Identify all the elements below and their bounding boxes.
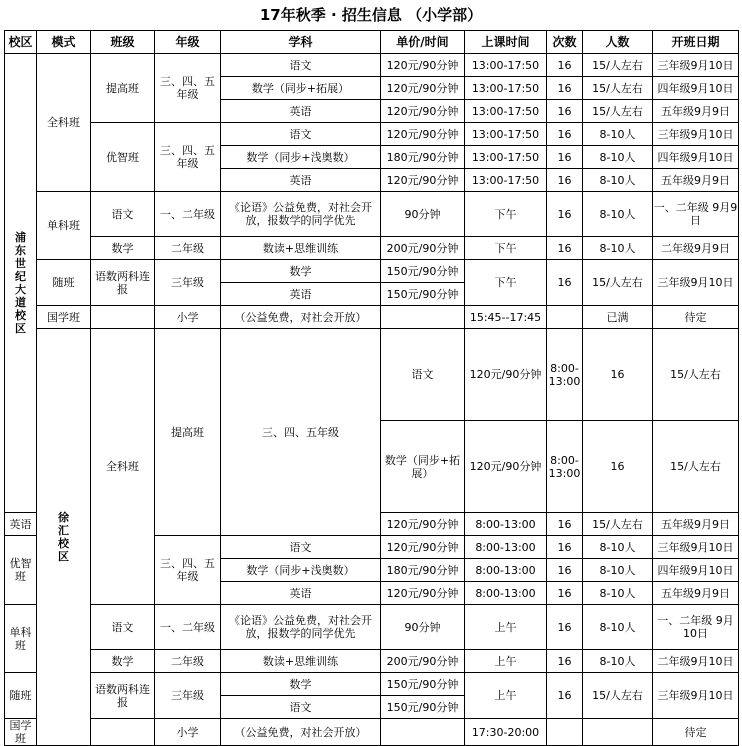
people-cell: 15/人左右 — [583, 673, 653, 719]
price-cell: 120元/90分钟 — [381, 77, 465, 100]
sessions-cell: 16 — [547, 559, 583, 582]
time-cell: 13:00-17:50 — [465, 123, 547, 146]
header-mode: 模式 — [37, 31, 91, 54]
class-cell: 优智班 — [5, 536, 37, 605]
sessions-cell — [547, 306, 583, 329]
time-cell: 8:00-13:00 — [547, 421, 583, 513]
class-cell — [91, 306, 155, 329]
mode-cell: 单科班 — [37, 192, 91, 260]
people-cell: 15/人左右 — [653, 421, 739, 513]
class-cell: 提高班 — [91, 54, 155, 123]
start-cell: 三年级9月10日 — [653, 54, 739, 77]
people-cell: 15/人左右 — [583, 77, 653, 100]
grade-cell: 三、四、五年级 — [221, 329, 381, 536]
class-cell: 优智班 — [91, 123, 155, 192]
header-class: 班级 — [91, 31, 155, 54]
start-cell: 待定 — [653, 306, 739, 329]
grade-cell: 二年级 — [155, 237, 221, 260]
header-start: 开班日期 — [653, 31, 739, 54]
class-cell: 数学 — [91, 650, 155, 673]
class-cell: 数学 — [91, 237, 155, 260]
people-cell: 8-10人 — [583, 146, 653, 169]
subject-cell: （公益免费，对社会开放） — [221, 306, 381, 329]
time-cell: 下午 — [465, 237, 547, 260]
mode-cell: 全科班 — [91, 329, 155, 605]
grade-cell: 三、四、五年级 — [155, 536, 221, 605]
sessions-cell: 16 — [547, 192, 583, 237]
price-cell: 120元/90分钟 — [465, 329, 547, 421]
people-cell: 8-10人 — [583, 169, 653, 192]
price-cell: 180元/90分钟 — [381, 146, 465, 169]
time-cell: 8:00-13:00 — [465, 559, 547, 582]
price-cell: 200元/90分钟 — [381, 650, 465, 673]
mode-cell: 随班 — [37, 260, 91, 306]
people-cell: 8-10人 — [583, 582, 653, 605]
subject-cell: 数学 — [221, 260, 381, 283]
class-cell: 提高班 — [155, 329, 221, 536]
subject-cell: 语文 — [381, 329, 465, 421]
time-cell: 15:45--17:45 — [465, 306, 547, 329]
price-cell: 120元/90分钟 — [381, 582, 465, 605]
time-cell: 8:00-13:00 — [465, 513, 547, 536]
price-cell: 120元/90分钟 — [381, 536, 465, 559]
price-cell: 150元/90分钟 — [381, 673, 465, 696]
start-cell: 二年级9月10日 — [653, 650, 739, 673]
start-cell: 三年级9月10日 — [653, 123, 739, 146]
start-cell: 三年级9月10日 — [653, 260, 739, 306]
time-cell: 13:00-17:50 — [465, 146, 547, 169]
subject-cell: 英语 — [221, 100, 381, 123]
table-row — [5, 123, 739, 146]
sessions-cell: 16 — [583, 421, 653, 513]
table-row — [5, 329, 739, 421]
table-row — [5, 54, 739, 77]
time-cell: 13:00-17:50 — [465, 77, 547, 100]
grade-cell: 一、二年级 — [155, 192, 221, 237]
sessions-cell: 16 — [547, 169, 583, 192]
header-people: 人数 — [583, 31, 653, 54]
subject-cell: 数学（同步+浅奥数） — [221, 146, 381, 169]
header-price: 单价/时间 — [381, 31, 465, 54]
mode-cell: 全科班 — [37, 54, 91, 192]
mode-cell: 国学班 — [37, 306, 91, 329]
class-cell: 语文 — [91, 192, 155, 237]
price-cell: 120元/90分钟 — [381, 513, 465, 536]
table-row — [5, 192, 739, 237]
table-row — [5, 719, 739, 746]
sessions-cell: 16 — [547, 237, 583, 260]
campus-xuhui: 徐汇校区 — [37, 329, 91, 746]
grade-cell: 三年级 — [155, 260, 221, 306]
price-cell — [381, 719, 465, 746]
subject-cell: 英语 — [221, 169, 381, 192]
people-cell: 15/人左右 — [653, 329, 739, 421]
time-cell: 上午 — [465, 605, 547, 650]
people-cell: 15/人左右 — [583, 513, 653, 536]
subject-cell: 数学 — [221, 673, 381, 696]
sessions-cell: 16 — [547, 582, 583, 605]
start-cell: 三年级9月10日 — [653, 673, 739, 719]
start-cell: 一、二年级 9月9日 — [653, 192, 739, 237]
subject-cell: （公益免费，对社会开放） — [221, 719, 381, 746]
start-cell: 五年级9月9日 — [653, 169, 739, 192]
sessions-cell: 16 — [547, 260, 583, 306]
price-cell: 120元/90分钟 — [381, 100, 465, 123]
price-cell: 120元/90分钟 — [381, 54, 465, 77]
price-cell: 90分钟 — [381, 605, 465, 650]
sessions-cell: 16 — [547, 100, 583, 123]
price-cell — [381, 306, 465, 329]
subject-cell: 《论语》公益免费，对社会开放，报数学的同学优先 — [221, 192, 381, 237]
sessions-cell: 16 — [547, 605, 583, 650]
price-cell: 120元/90分钟 — [381, 123, 465, 146]
subject-cell: 语文 — [221, 123, 381, 146]
price-cell: 150元/90分钟 — [381, 260, 465, 283]
subject-cell: 数读+思维训练 — [221, 237, 381, 260]
table-row — [5, 673, 739, 696]
subject-cell: 英语 — [5, 513, 37, 536]
people-cell: 8-10人 — [583, 605, 653, 650]
header-grade: 年级 — [155, 31, 221, 54]
mode-cell: 国学班 — [5, 719, 37, 746]
time-cell: 13:00-17:50 — [465, 54, 547, 77]
time-cell: 上午 — [465, 650, 547, 673]
people-cell: 8-10人 — [583, 123, 653, 146]
grade-cell: 小学 — [155, 719, 221, 746]
start-cell: 四年级9月10日 — [653, 559, 739, 582]
people-cell: 8-10人 — [583, 650, 653, 673]
price-cell: 150元/90分钟 — [381, 283, 465, 306]
start-cell: 待定 — [653, 719, 739, 746]
table-row — [5, 650, 739, 673]
price-cell: 180元/90分钟 — [381, 559, 465, 582]
sessions-cell: 16 — [547, 77, 583, 100]
time-cell: 8:00-13:00 — [465, 582, 547, 605]
price-cell: 120元/90分钟 — [465, 421, 547, 513]
time-cell: 13:00-17:50 — [465, 169, 547, 192]
people-cell: 8-10人 — [583, 192, 653, 237]
people-cell: 8-10人 — [583, 536, 653, 559]
table-row — [5, 306, 739, 329]
time-cell: 下午 — [465, 260, 547, 306]
sessions-cell: 16 — [547, 650, 583, 673]
grade-cell: 小学 — [155, 306, 221, 329]
start-cell: 五年级9月9日 — [653, 582, 739, 605]
subject-cell: 英语 — [221, 283, 381, 306]
sessions-cell: 16 — [547, 146, 583, 169]
price-cell: 90分钟 — [381, 192, 465, 237]
class-cell: 语数两科连报 — [91, 260, 155, 306]
class-cell — [91, 719, 155, 746]
people-cell: 15/人左右 — [583, 100, 653, 123]
subject-cell: 语文 — [221, 54, 381, 77]
campus-pudong: 浦东世纪大道校区 — [5, 54, 37, 513]
header-time: 上课时间 — [465, 31, 547, 54]
sessions-cell: 16 — [547, 513, 583, 536]
price-cell: 120元/90分钟 — [381, 169, 465, 192]
header-campus: 校区 — [5, 31, 37, 54]
subject-cell: 数读+思维训练 — [221, 650, 381, 673]
grade-cell: 一、二年级 — [155, 605, 221, 650]
grade-cell: 二年级 — [155, 650, 221, 673]
time-cell: 下午 — [465, 192, 547, 237]
time-cell: 上午 — [465, 673, 547, 719]
grade-cell: 三年级 — [155, 673, 221, 719]
start-cell: 二年级9月9日 — [653, 237, 739, 260]
start-cell: 三年级9月10日 — [653, 536, 739, 559]
header-sessions: 次数 — [547, 31, 583, 54]
subject-cell: 《论语》公益免费，对社会开放，报数学的同学优先 — [221, 605, 381, 650]
mode-cell: 随班 — [5, 673, 37, 719]
subject-cell: 语文 — [221, 696, 381, 719]
time-cell: 8:00-13:00 — [547, 329, 583, 421]
time-cell: 13:00-17:50 — [465, 100, 547, 123]
people-cell: 8-10人 — [583, 559, 653, 582]
subject-cell: 数学（同步+浅奥数） — [221, 559, 381, 582]
price-cell: 200元/90分钟 — [381, 237, 465, 260]
class-cell: 语数两科连报 — [91, 673, 155, 719]
class-cell: 语文 — [91, 605, 155, 650]
subject-cell: 英语 — [221, 582, 381, 605]
start-cell: 五年级9月9日 — [653, 513, 739, 536]
start-cell: 四年级9月10日 — [653, 77, 739, 100]
sessions-cell: 16 — [547, 536, 583, 559]
table-row — [5, 237, 739, 260]
grade-cell: 三、四、五年级 — [155, 54, 221, 123]
sessions-cell — [547, 719, 583, 746]
header-subject: 学科 — [221, 31, 381, 54]
subject-cell: 数学（同步+拓展） — [221, 77, 381, 100]
sessions-cell: 16 — [547, 673, 583, 719]
sessions-cell: 16 — [583, 329, 653, 421]
start-cell: 四年级9月10日 — [653, 146, 739, 169]
subject-cell: 数学（同步+拓展） — [381, 421, 465, 513]
people-cell — [583, 719, 653, 746]
people-cell: 8-10人 — [583, 237, 653, 260]
start-cell: 五年级9月9日 — [653, 100, 739, 123]
enrollment-table — [4, 30, 739, 746]
mode-cell: 单科班 — [5, 605, 37, 673]
time-cell: 8:00-13:00 — [465, 536, 547, 559]
header-row — [5, 31, 739, 54]
start-cell: 一、二年级 9月10日 — [653, 605, 739, 650]
page-title: 17年秋季 · 招生信息 （小学部） — [259, 6, 483, 24]
table-row — [5, 605, 739, 650]
table-row — [5, 260, 739, 283]
subject-cell: 语文 — [221, 536, 381, 559]
people-cell: 已满 — [583, 306, 653, 329]
grade-cell: 三、四、五年级 — [155, 123, 221, 192]
price-cell: 150元/90分钟 — [381, 696, 465, 719]
sessions-cell: 16 — [547, 123, 583, 146]
people-cell: 15/人左右 — [583, 54, 653, 77]
time-cell: 17:30-20:00 — [465, 719, 547, 746]
people-cell: 15/人左右 — [583, 260, 653, 306]
sessions-cell: 16 — [547, 54, 583, 77]
